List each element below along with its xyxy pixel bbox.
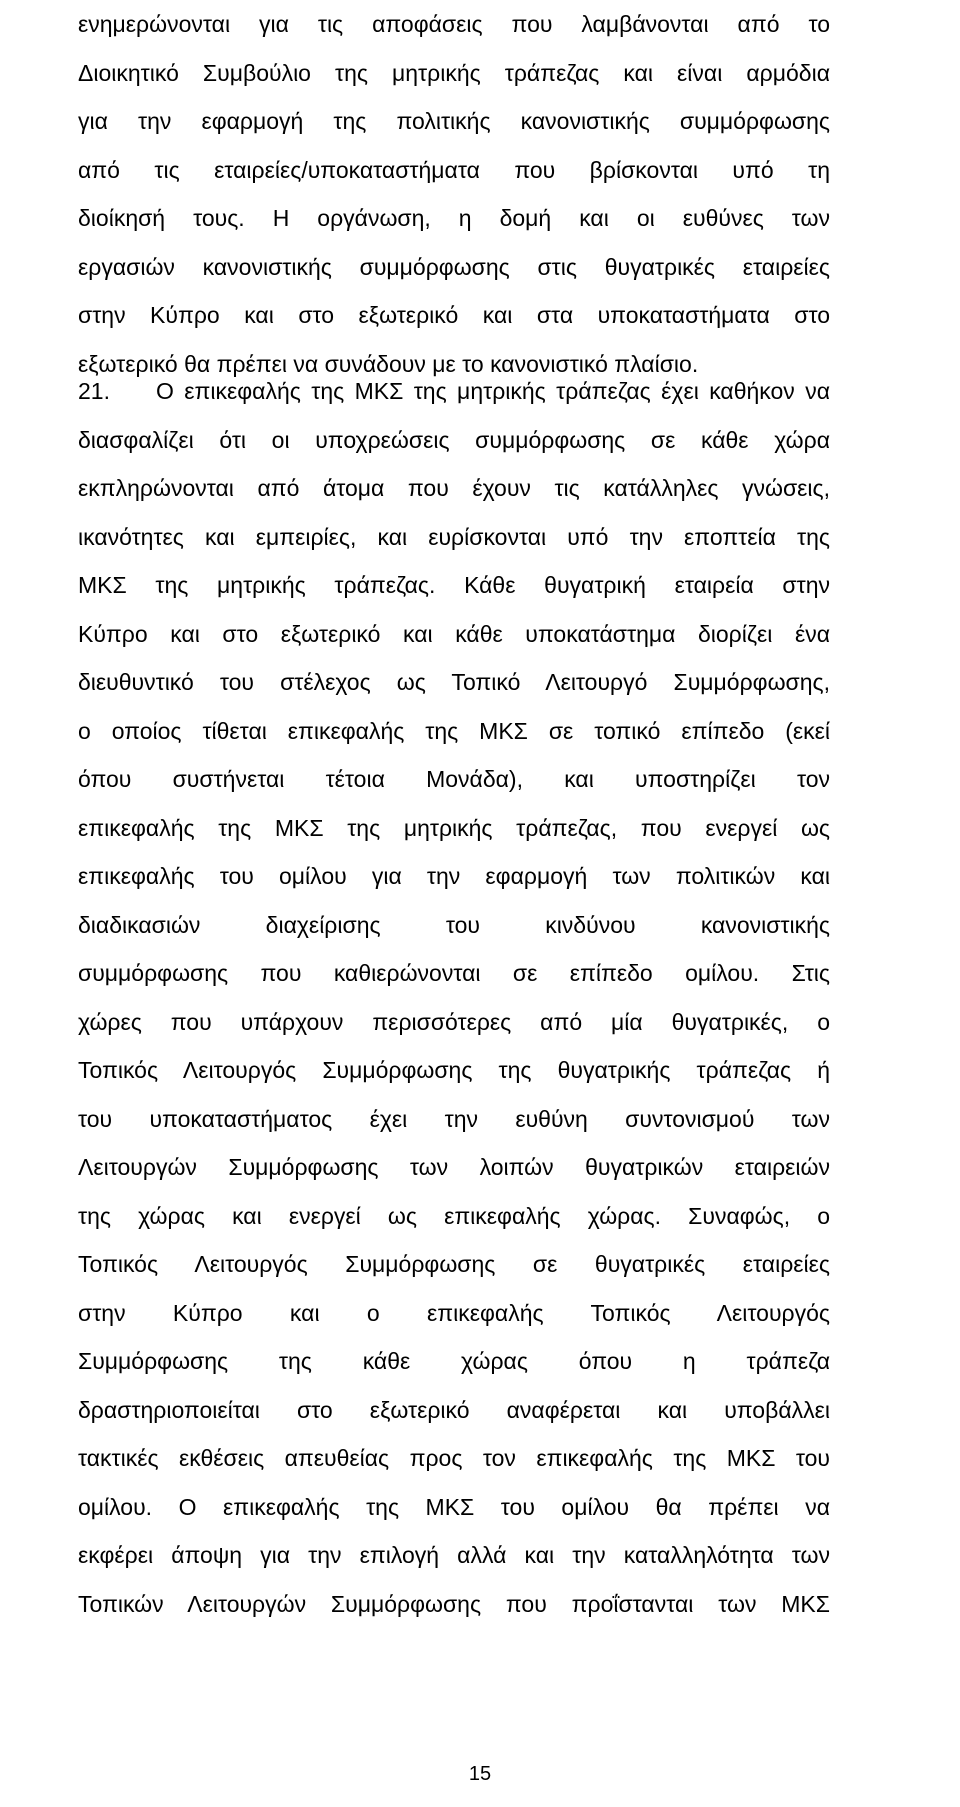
text-line: του υποκαταστήματος έχει την ευθύνη συντονισμού των — [78, 1105, 830, 1132]
text-line: Συμμόρφωσης της κάθε χώρας όπου η τράπεζα — [78, 1348, 830, 1374]
text-line: ομίλου. Ο επικεφαλής της ΜΚΣ του ομίλου θα πρέπει να — [78, 1493, 830, 1520]
text-line: ΜΚΣ της μητρικής τράπεζας. Κάθε θυγατρική εταιρεία στην — [78, 572, 830, 598]
text-line: δραστηριοποιείται στο εξωτερικό αναφέρεται και υποβάλλει — [78, 1396, 830, 1423]
text-line: Τοπικός Λειτουργός Συμμόρφωσης σε θυγατρικές εταιρείες — [78, 1251, 830, 1277]
text-line: από τις εταιρείες/υποκαταστήματα που βρίσκονται υπό τη — [78, 156, 830, 183]
text-line: διοίκησή τους. Η οργάνωση, η δομή και οι ευθύνες των — [78, 205, 830, 231]
text-line: εκπληρώνονται από άτομα που έχουν τις κατάλληλες γνώσεις, — [78, 475, 830, 501]
text-line: διαδικασιών διαχείρισης του κινδύνου κανονιστικής — [78, 911, 830, 938]
text-line: όπου συστήνεται τέτοια Μονάδα), και υποστηρίζει τον — [78, 766, 830, 792]
text-line: στην Κύπρο και στο εξωτερικό και στα υποκαταστήματα στο — [78, 302, 830, 328]
text-line: εκφέρει άποψη για την επιλογή αλλά και την καταλληλότητα των — [78, 1542, 830, 1568]
text-line: επικεφαλής του ομίλου για την εφαρμογή των πολιτικών και — [78, 863, 830, 889]
page-number: 15 — [468, 1763, 492, 1785]
text-line: Τοπικός Λειτουργός Συμμόρφωσης της θυγατρικής τράπεζας ή — [78, 1057, 830, 1083]
text-line: ενημερώνονται για τις αποφάσεις που λαμβάνονται από το — [78, 11, 830, 37]
text-line: εργασιών κανονιστικής συμμόρφωσης στις θυγατρικές εταιρείες — [78, 253, 830, 280]
text-line: Κύπρο και στο εξωτερικό και κάθε υποκατάστημα διορίζει ένα — [78, 620, 830, 647]
text-line: Λειτουργών Συμμόρφωσης των λοιπών θυγατρικών εταιρειών — [78, 1154, 830, 1180]
text-line: εξωτερικό θα πρέπει να συνάδουν με το κανονιστικό πλαίσιο. — [78, 350, 699, 377]
text-line: Ο επικεφαλής της ΜΚΣ της μητρικής τράπεζας έχει καθήκον να — [156, 378, 830, 404]
paragraph-20-continuation — [78, 0, 830, 388]
text-line: τακτικές εκθέσεις απευθείας προς τον επικεφαλής της ΜΚΣ του — [78, 1445, 830, 1471]
text-line: Τοπικών Λειτουργών Συμμόρφωσης που προΐστανται των ΜΚΣ — [78, 1590, 830, 1617]
paragraph-21 — [78, 367, 830, 1628]
text-line: διασφαλίζει ότι οι υποχρεώσεις συμμόρφωσης σε κάθε χώρα — [78, 426, 830, 453]
paragraph-number: 21. — [78, 378, 110, 404]
text-line: ο οποίος τίθεται επικεφαλής της ΜΚΣ σε τοπικό επίπεδο (εκεί — [78, 717, 830, 744]
text-line: συμμόρφωσης που καθιερώνονται σε επίπεδο ομίλου. Στις — [78, 960, 830, 986]
text-line: για την εφαρμογή της πολιτικής κανονιστικής συμμόρφωσης — [78, 108, 830, 134]
text-line: Διοικητικό Συμβούλιο της μητρικής τράπεζας και είναι αρμόδια — [78, 59, 830, 86]
text-line: χώρες που υπάρχουν περισσότερες από μία θυγατρικές, ο — [78, 1008, 830, 1035]
text-line: της χώρας και ενεργεί ως επικεφαλής χώρας. Συναφώς, ο — [78, 1202, 830, 1229]
text-line: διευθυντικό του στέλεχος ως Τοπικό Λειτουργό Συμμόρφωσης, — [78, 669, 830, 695]
text-line: ικανότητες και εμπειρίες, και ευρίσκονται υπό την εποπτεία της — [78, 523, 830, 550]
text-line: επικεφαλής της ΜΚΣ της μητρικής τράπεζας, που ενεργεί ως — [78, 814, 830, 841]
text-line: στην Κύπρο και ο επικεφαλής Τοπικός Λειτουργός — [78, 1299, 830, 1326]
